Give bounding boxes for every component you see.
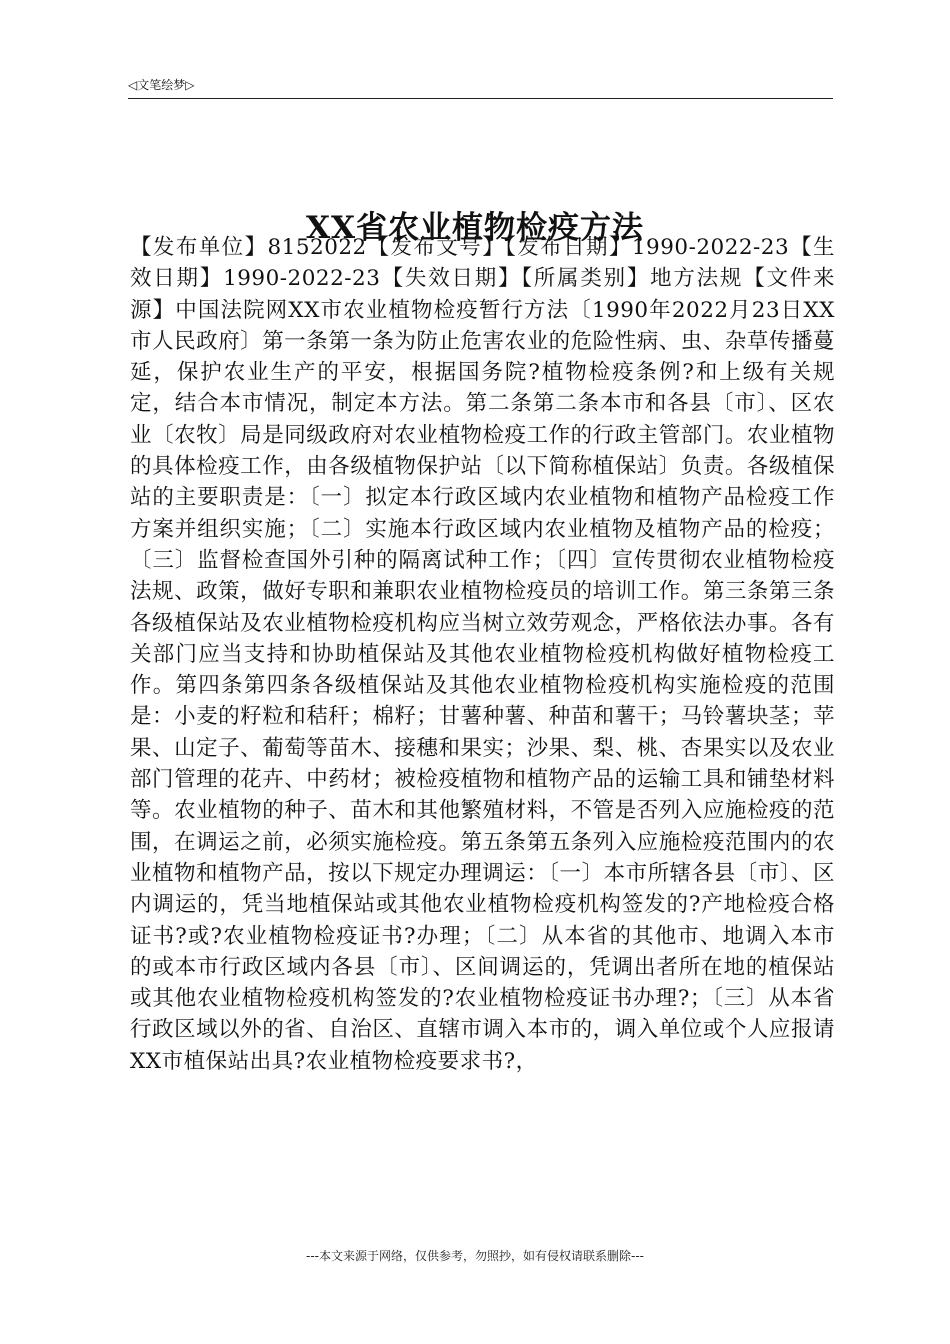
document-body: 【发布单位】8152022【发布文号】【发布日期】1990-2022-23【生效日期】1990-2022-23【失效日期】【所属类别】地方法规【文件来源】中国法院网XX市农业植物检疫暂行方法〔1990年2022月23日XX市人民政府〕第一条第一条为防止危害农业的危险性病、虫、杂草传播蔓延，保护农业生产的平安，根据国务院?植物检疫条例?和上级有关规定，结合本市情况，制定本方法。第二条第二条本市和各县〔市〕、区农业〔农牧〕局是同级政府对农业植物检疫工作的行政主管部门。农业植物的具体检疫工作，由各级植物保护站〔以下简称植保站〕负责。各级植保站的主要职责是：〔一〕拟定本行政区域内农业植物和植物产品检疫工作方案并组织实施；〔二〕实施本行政区域内农业植物及植物产品的检疫；〔三〕监督检查国外引种的隔离试种工作；〔四〕宣传贯彻农业植物检疫法规、政策，做好专职和兼职农业植物检疫员的培训工作。第三条第三条各级植保站及农业植物检疫机构应当树立效劳观念，严格依法办事。各有关部门应当支持和协助植保站及其他农业植物检疫机构做好植物检疫工作。第四条第四条各级植保站及其他农业植物检疫机构实施检疫的范围是：小麦的籽粒和秸秆；棉籽；甘薯种薯、种苗和薯干；马铃薯块茎；苹果、山定子、葡萄等苗木、接穗和果实；沙果、梨、桃、杏果实以及农业部门管理的花卉、中药材；被检疫植物和植物产品的运输工具和铺垫材料等。农业植物的种子、苗木和其他繁殖材料，不管是否列入应施检疫的范围，在调运之前，必须实施检疫。第五条第五条列入应施检疫范围内的农业植物和植物产品，按以下规定办理调运：〔一〕本市所辖各县〔市〕、区内调运的，凭当地植保站或其他农业植物检疫机构签发的?产地检疫合格证书?或?农业植物检疫证书?办理；〔二〕从本省的其他市、地调入本市的或本市行政区域内各县〔市〕、区间调运的，凭调出者所在地的植保站或其他农业植物检疫机构签发的?农业植物检疫证书办理?；〔三〕从本省行政区域以外的省、自治区、直辖市调入本市的，调入单位或个人应报请XX市植保站出具?农业植物检疫要求书?， (130, 235, 835, 1074)
document-title: XX省农业植物检疫方法 (305, 209, 645, 246)
page-header (128, 76, 833, 99)
page-footer: ---本文来源于网络，仅供参考，勿照抄，如有侵权请联系删除--- (306, 1249, 644, 1263)
header-brand-text: ◁文笔绘梦▷ (128, 78, 195, 92)
